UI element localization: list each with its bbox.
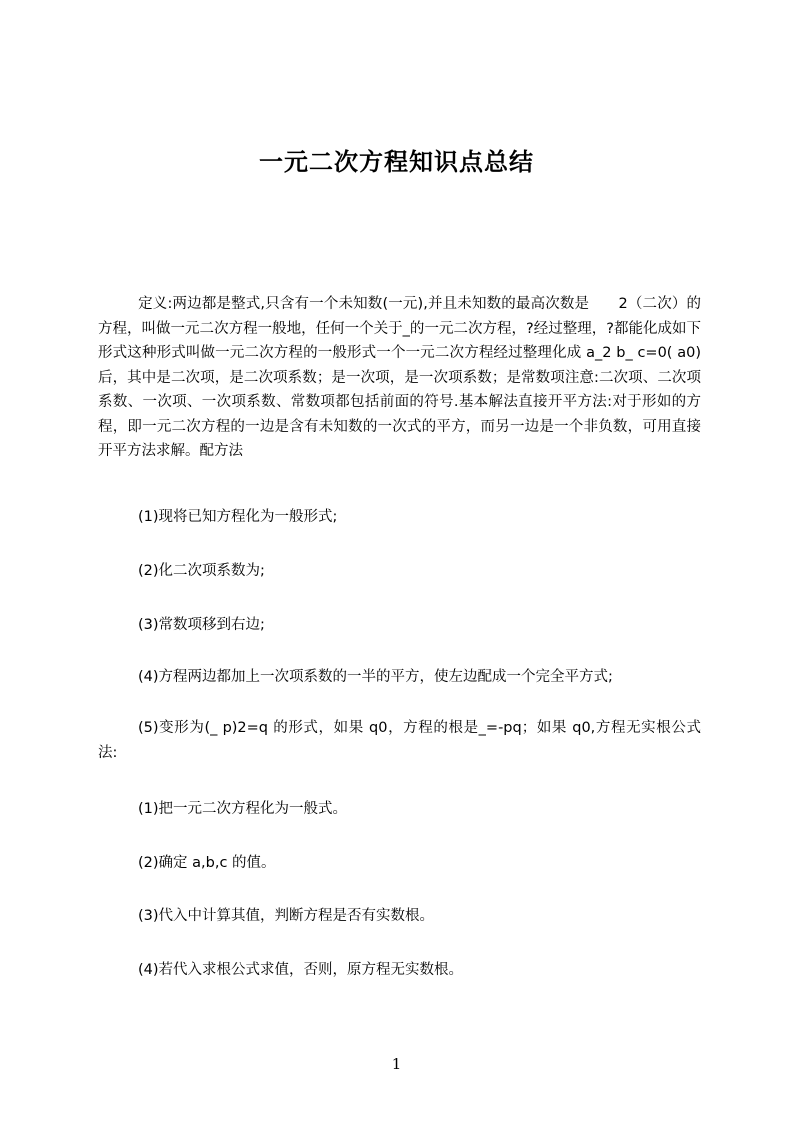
completing-square-step-3: (3)常数项移到右边; [138, 617, 265, 633]
document-title: 一元二次方程知识点总结 [259, 148, 534, 176]
completing-square-step-1: (1)现将已知方程化为一般形式; [138, 509, 338, 525]
formula-step-2: (2)确定 a,b,c 的值。 [138, 855, 276, 871]
step-5-paragraph [98, 716, 701, 765]
formula-step-3: (3)代入中计算其值，判断方程是否有实数根。 [138, 908, 435, 924]
definition-paragraph [98, 292, 701, 464]
completing-square-step-4: (4)方程两边都加上一次项系数的一半的平方，使左边配成一个完全平方式; [138, 669, 613, 685]
formula-step-4: (4)若代入求根公式求值，否则，原方程无实数根。 [138, 962, 464, 978]
definition-text: 定义:两边都是整式,只含有一个未知数(一元),并且未知数的最高次数是 2（二次）的方程，叫做一元二次方程一般地，任何一个关于_的一元二次方程，?经过整理，?都能化成如下形式这种形式叫做一元二次方程的一般形式一个一元二次方程经过整理化成 a_2 b_ c=0( a0) 后，其中是二次项，是二次项系数；是一次项，是一次项系数；是常数项注意:二次项、二次项系数、一次项、一次项系数、常数项都包括前面的符号.基本解法直接开平方法:对于形如的方程，即一元二次方程的一边是含有未知数的一次式的平方，而另一边是一个非负数，可用直接开平方法求解。配方法 [98, 296, 701, 459]
formula-step-1: (1)把一元二次方程化为一般式。 [138, 801, 348, 817]
page-number: 1 [391, 1055, 402, 1073]
completing-square-step-2: (2)化二次项系数为; [138, 563, 265, 579]
step-5-text: (5)变形为(_ p)2=q 的形式，如果 q0，方程的根是_=-pq；如果 q0,方程无实根公式法: [98, 720, 701, 761]
